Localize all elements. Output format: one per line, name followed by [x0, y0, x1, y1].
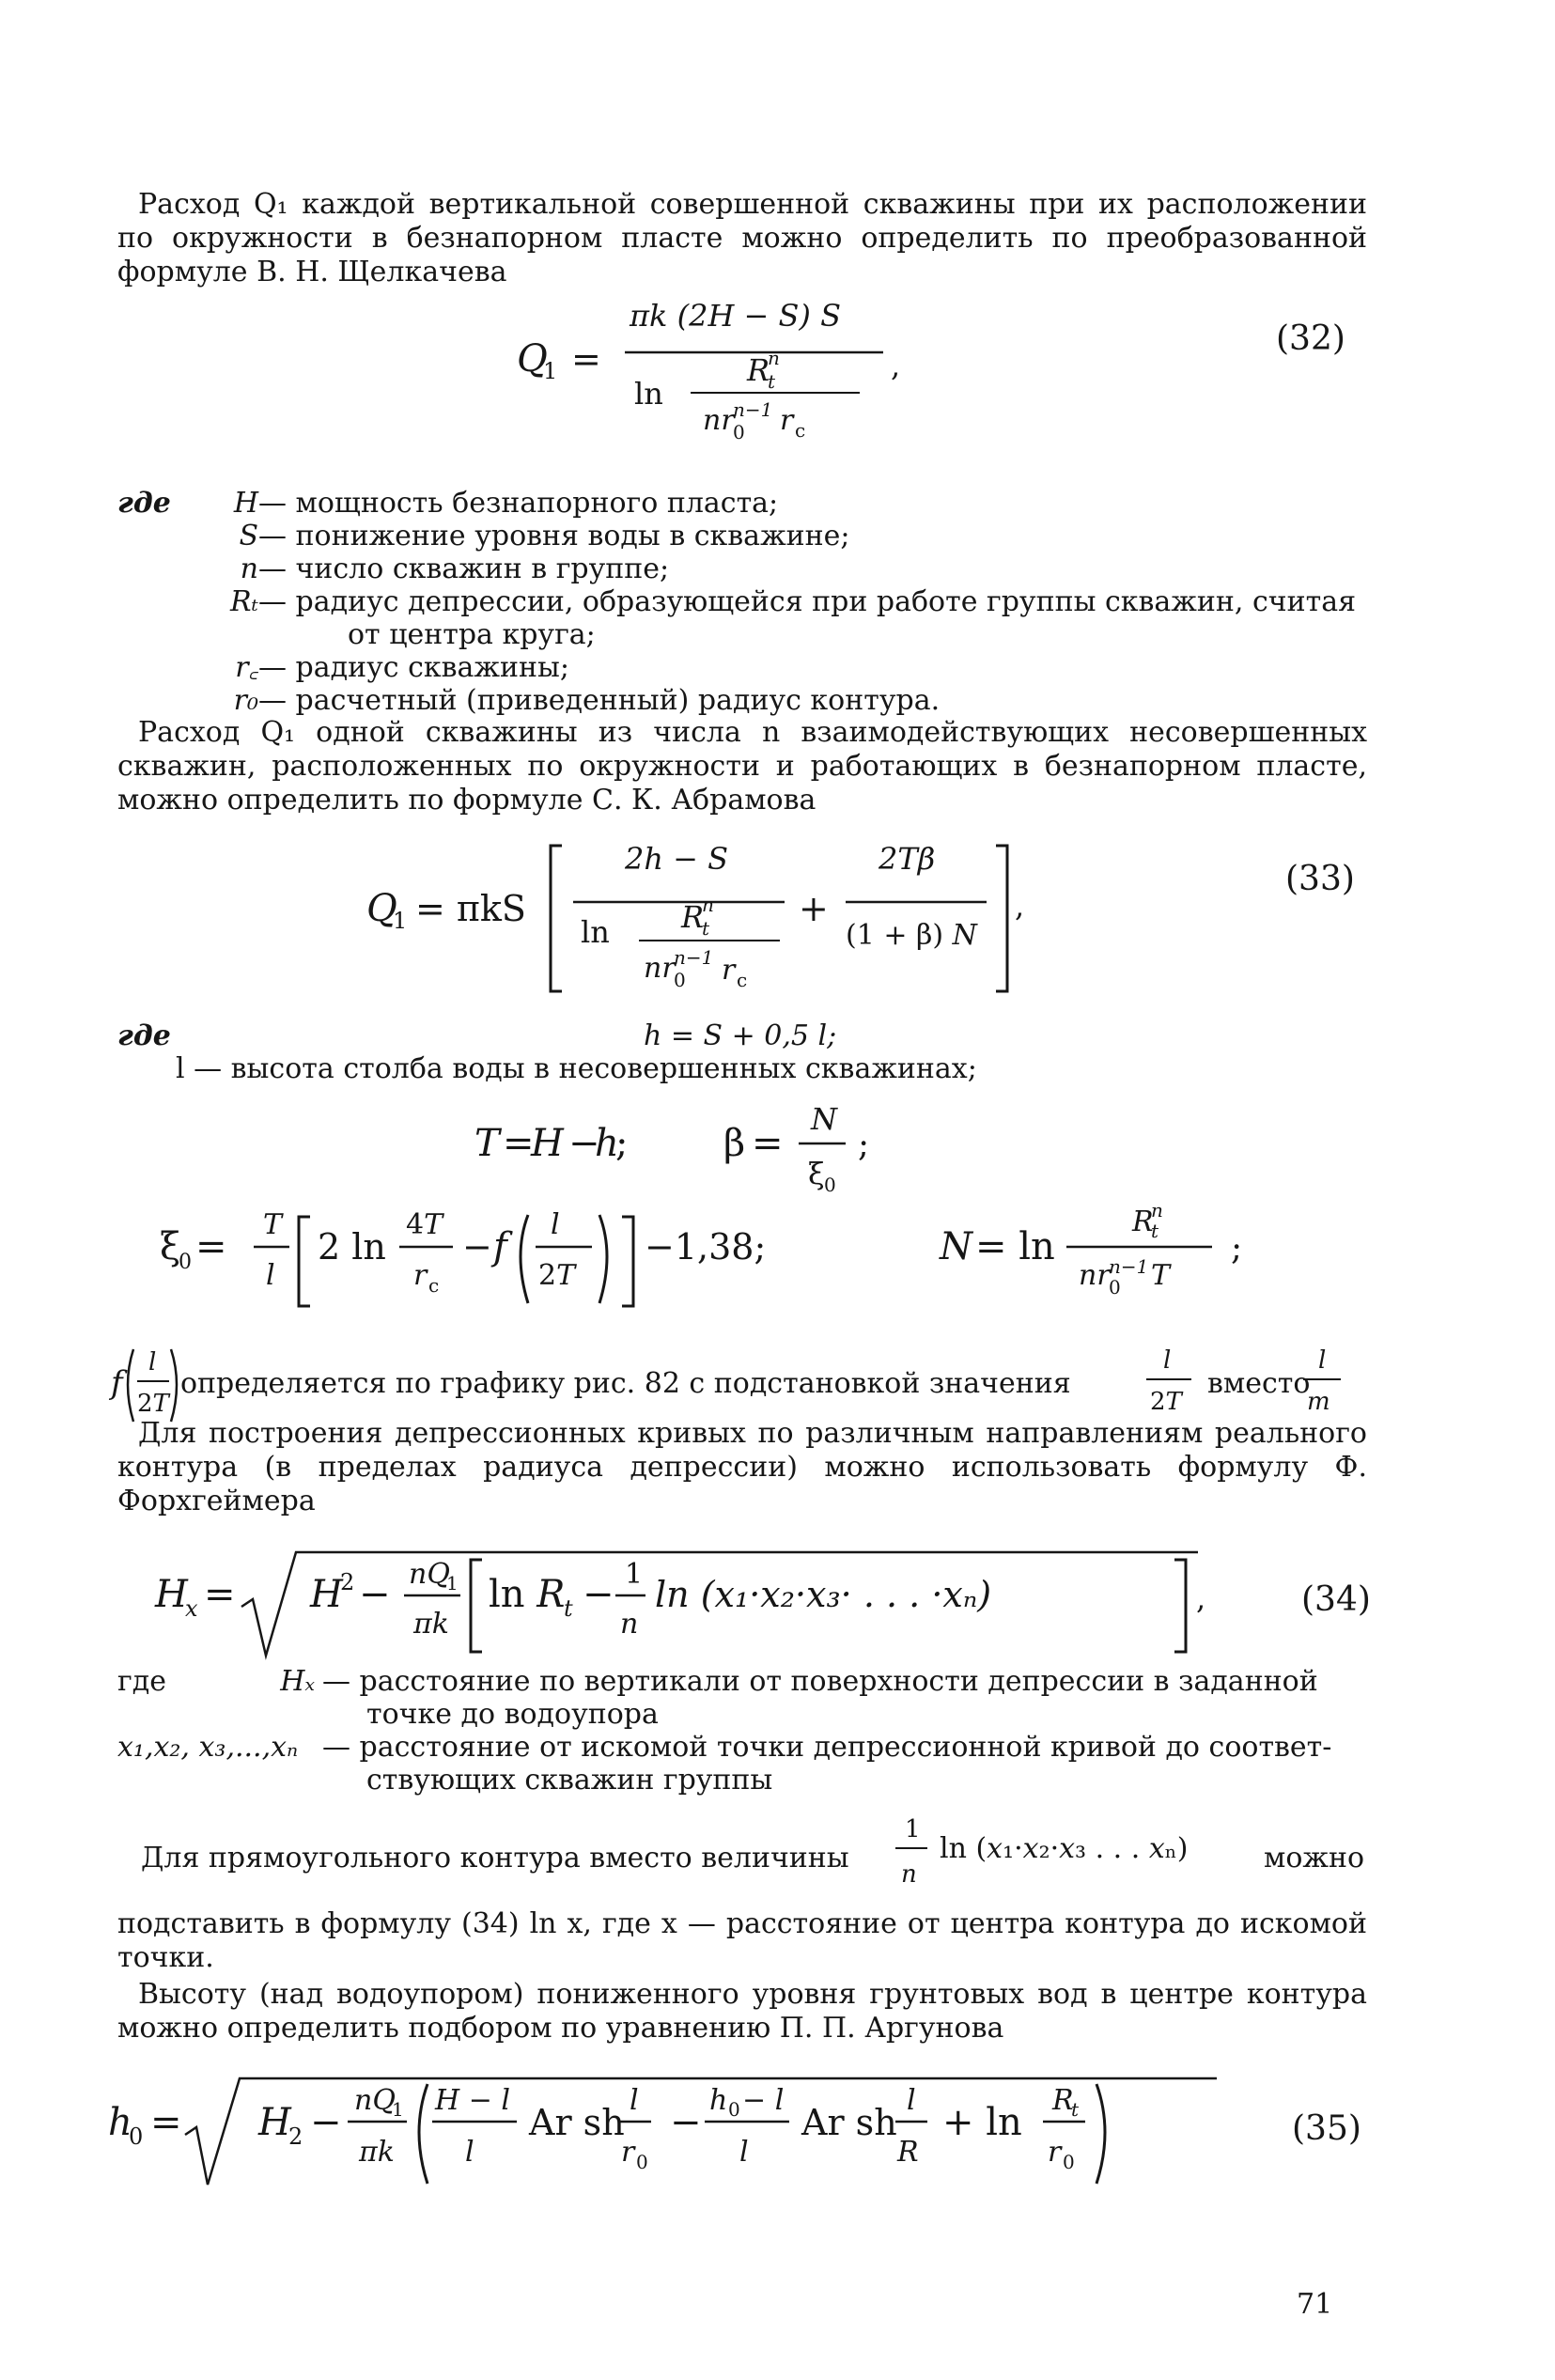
def-text: — расстояние от искомой точки депрессионной кривой до соответ-	[322, 1731, 1332, 1764]
def-text-continued: точке до водоупора	[366, 1698, 659, 1731]
svg-text:,: ,	[1196, 1580, 1206, 1616]
svg-text:− l: − l	[742, 2084, 785, 2117]
svg-text:T: T	[474, 1122, 500, 1165]
paragraph-1	[117, 188, 1367, 289]
def-symbol: S	[239, 520, 258, 552]
svg-text:t: t	[768, 370, 776, 393]
svg-text:ln R: ln R	[489, 1573, 566, 1616]
svg-text:Q: Q	[517, 337, 548, 381]
svg-text:0: 0	[1063, 2151, 1075, 2173]
where-label: где	[117, 1665, 166, 1698]
svg-text:R: R	[1132, 1206, 1154, 1238]
svg-text:l: l	[630, 2084, 639, 2117]
svg-text:;: ;	[615, 1122, 629, 1165]
svg-text:n: n	[620, 1608, 639, 1641]
def-symbol: Hₓ	[280, 1665, 315, 1698]
equation-number-34: (34)	[1301, 1580, 1371, 1619]
svg-text:Ar sh: Ar sh	[529, 2102, 625, 2143]
svg-text:β: β	[723, 1122, 746, 1165]
svg-text:n: n	[702, 894, 714, 916]
svg-text:0: 0	[636, 2151, 648, 2173]
svg-text:H: H	[310, 1573, 343, 1616]
svg-text:= πkS: = πkS	[415, 888, 526, 929]
def-symbol: Rₜ	[230, 585, 258, 618]
svg-text:h: h	[108, 2101, 132, 2144]
svg-text:H: H	[531, 1122, 564, 1165]
def-text: — радиус депрессии, образующейся при работе группы скважин, считая	[258, 585, 1357, 618]
formula-t-beta	[474, 1099, 963, 1203]
svg-text:t: t	[564, 1595, 573, 1622]
svg-text:= ln: = ln	[975, 1225, 1055, 1268]
svg-text:t: t	[1071, 2098, 1080, 2121]
svg-text:m: m	[1307, 1388, 1330, 1416]
page-number: 71	[1297, 2288, 1333, 2321]
svg-text:H: H	[155, 1573, 188, 1616]
def-symbol: r꜀	[235, 651, 258, 684]
svg-text:1: 1	[446, 1572, 459, 1594]
svg-text:l: l	[739, 2136, 749, 2169]
svg-text:Q: Q	[366, 887, 397, 930]
equation-number-35: (35)	[1292, 2109, 1361, 2148]
paragraph-2-text: Расход Q₁ одной скважины из числа n взаимодействующих несовершенных скважин, расположенных по окружности и работающих в безнапорном пласте, можно определить по формуле С. К. Абрамова	[117, 716, 1367, 817]
formula-34	[155, 1541, 1217, 1663]
svg-text:nr: nr	[644, 952, 676, 985]
svg-text:t: t	[1151, 1220, 1159, 1242]
svg-text:1: 1	[392, 2098, 404, 2121]
svg-text:−: −	[670, 2101, 702, 2144]
paragraph-3-text: Для построения депрессионных кривых по различным направлениям реального контура (в пределах радиуса депрессии) можно использовать формулу Ф. Форхгеймера	[117, 1417, 1367, 1517]
svg-text:πk: πk	[413, 1608, 449, 1641]
svg-text:N: N	[940, 1225, 972, 1268]
svg-text:x: x	[185, 1595, 198, 1622]
formula-rect-contour	[888, 1809, 1245, 1893]
def-text: — мощность безнапорного пласта;	[258, 487, 779, 520]
formula-34-body: ln (x₁·x₂·x₃· . . . ·xₙ)	[655, 1574, 992, 1615]
where-label: где	[117, 487, 171, 520]
svg-text:l: l	[148, 1348, 157, 1377]
paragraph-1-text: Расход Q₁ каждой вертикальной совершенной скважины при их расположении по окружности в безнапорном пласте можно определить по преобразованной формуле В. Н. Щелкачева	[117, 188, 1367, 288]
f-note-fraction-2	[1301, 1342, 1358, 1417]
svg-text:l: l	[1318, 1346, 1327, 1375]
svg-text:2T: 2T	[1150, 1388, 1182, 1416]
xi-constant: −1,38;	[645, 1226, 767, 1268]
svg-text:T: T	[263, 1208, 283, 1241]
svg-text:=: =	[195, 1225, 227, 1268]
svg-text:n−1: n−1	[674, 946, 714, 969]
svg-text:R: R	[897, 2136, 919, 2169]
svg-text:n: n	[768, 347, 780, 369]
def-symbol: x₁,x₂, x₃,...,xₙ	[117, 1731, 299, 1764]
svg-text:,: ,	[1015, 888, 1025, 924]
svg-text:0: 0	[179, 1251, 192, 1274]
svg-text:ln: ln	[634, 376, 663, 412]
def-text: — расчетный (приведенный) радиус контура.	[258, 684, 941, 717]
def-text: — расстояние по вертикали от поверхности депрессии в заданной	[322, 1665, 1318, 1698]
svg-text:l: l	[465, 2136, 474, 2169]
svg-text:l: l	[551, 1208, 560, 1241]
paragraph-4-can: можно	[1264, 1842, 1365, 1874]
definitions-3	[117, 1665, 1367, 1797]
svg-text:r: r	[413, 1259, 428, 1292]
svg-text:0: 0	[129, 2123, 144, 2150]
svg-text:=: =	[752, 1122, 784, 1165]
svg-text:l: l	[1163, 1346, 1172, 1375]
h-equation: h = S + 0,5 l;	[644, 1019, 837, 1052]
svg-text:f: f	[111, 1364, 123, 1402]
svg-text:n: n	[1151, 1199, 1163, 1221]
svg-text:n: n	[901, 1860, 917, 1889]
f-note-formula	[111, 1342, 179, 1426]
svg-text:;: ;	[1231, 1229, 1243, 1268]
svg-text:H − l: H − l	[435, 2084, 510, 2117]
svg-text:R: R	[1052, 2084, 1074, 2117]
svg-text:ξ: ξ	[160, 1225, 181, 1268]
svg-text:h: h	[595, 1122, 619, 1165]
def-text-continued: ствующих скважин группы	[366, 1764, 773, 1797]
definitions-2	[117, 1019, 1367, 1085]
svg-text:ln (x₁·x₂·x₃ . . . xₙ): ln (x₁·x₂·x₃ . . . xₙ)	[940, 1832, 1189, 1865]
def-text: — число скважин в группе;	[258, 552, 670, 585]
svg-text:f: f	[493, 1225, 507, 1268]
svg-text:1: 1	[625, 1558, 644, 1591]
paragraph-5-text: Высоту (над водоупором) пониженного уровня грунтовых вод в центре контура можно определить подбором по уравнению П. П. Аргунова	[117, 1978, 1367, 2045]
svg-text:nQ: nQ	[354, 2084, 396, 2117]
formula-xi-n	[160, 1198, 1287, 1330]
paragraph-4-end: подставить в формулу (34) ln x, где x — расстояние от центра контура до искомой точки.	[117, 1907, 1367, 1974]
svg-text:c: c	[428, 1274, 440, 1297]
svg-text:2: 2	[340, 1569, 355, 1595]
def-symbol: n	[240, 552, 258, 585]
svg-text:+: +	[799, 888, 829, 929]
svg-text:−: −	[462, 1226, 492, 1268]
svg-text:nQ: nQ	[409, 1558, 450, 1591]
svg-text:+ ln: + ln	[942, 2101, 1022, 2144]
svg-text:c: c	[795, 419, 806, 442]
l-definition: l — высота столба воды в несовершенных скважинах;	[176, 1052, 977, 1085]
paragraph-4-start: Для прямоугольного контура вместо величины	[141, 1842, 849, 1874]
svg-text:t: t	[702, 917, 710, 940]
equation-number-32: (32)	[1276, 319, 1345, 358]
svg-text:2T: 2T	[538, 1259, 576, 1292]
svg-text:r: r	[722, 954, 736, 987]
svg-text:nr: nr	[703, 404, 735, 437]
def-text: — радиус скважины;	[258, 651, 569, 684]
svg-text:=: =	[503, 1122, 535, 1165]
def-text-continued: от центра круга;	[348, 618, 596, 651]
svg-text:2h − S: 2h − S	[625, 841, 729, 877]
svg-text:1: 1	[543, 358, 558, 384]
svg-text:1: 1	[905, 1815, 921, 1843]
svg-text:−: −	[583, 1573, 614, 1616]
svg-text:l: l	[266, 1259, 275, 1292]
formula-33	[357, 827, 1071, 1005]
f-note-fraction-1	[1144, 1342, 1201, 1417]
svg-text:=: =	[204, 1573, 236, 1616]
svg-text:1: 1	[393, 908, 408, 934]
paragraph-5	[117, 1978, 1367, 2046]
paragraph-4-end-wrap	[117, 1907, 1367, 1975]
svg-text:n−1: n−1	[733, 398, 773, 421]
def-symbol: r₀	[233, 684, 258, 717]
svg-text:=: =	[571, 338, 601, 380]
svg-text:0: 0	[733, 421, 745, 443]
def-symbol: H	[233, 487, 258, 520]
svg-text:−: −	[310, 2101, 342, 2144]
svg-text:n−1: n−1	[1109, 1255, 1149, 1278]
where-label: где	[117, 1019, 171, 1052]
svg-text:ln: ln	[581, 914, 610, 950]
def-text: — понижение уровня воды в скважине;	[258, 520, 850, 552]
f-note-middle: вместо	[1207, 1367, 1311, 1400]
svg-text:0: 0	[674, 969, 686, 991]
svg-text:R: R	[747, 352, 770, 388]
svg-text:−: −	[568, 1122, 600, 1165]
svg-text:2T: 2T	[137, 1390, 169, 1418]
svg-text:,: ,	[891, 348, 901, 383]
svg-text:r: r	[1048, 2136, 1062, 2169]
paragraph-3	[117, 1417, 1367, 1518]
svg-text:0: 0	[824, 1174, 836, 1196]
svg-text:c: c	[737, 969, 748, 991]
svg-text:l: l	[907, 2084, 916, 2117]
f-note-text: определяется по графику рис. 82 с подстановкой значения	[180, 1367, 1071, 1400]
svg-text:−: −	[359, 1573, 391, 1616]
paragraph-2	[117, 716, 1367, 817]
svg-text:πk (2H − S) S: πk (2H − S) S	[630, 298, 841, 334]
svg-text:r: r	[780, 404, 794, 437]
svg-text:h: h	[709, 2084, 728, 2117]
svg-text:ξ: ξ	[808, 1156, 825, 1191]
svg-text:R: R	[681, 899, 705, 935]
svg-text:0: 0	[728, 2098, 740, 2121]
svg-text:πk: πk	[359, 2136, 395, 2169]
svg-text:H: H	[258, 2101, 291, 2144]
svg-text:N: N	[811, 1101, 837, 1137]
svg-text:nr: nr	[1079, 1259, 1111, 1292]
svg-text:T: T	[1151, 1259, 1171, 1292]
svg-text:4T: 4T	[406, 1208, 443, 1241]
svg-text:;: ;	[858, 1126, 870, 1164]
svg-text:2 ln: 2 ln	[318, 1226, 386, 1268]
svg-text:(1 + β) N: (1 + β) N	[846, 919, 977, 952]
svg-text:2Tβ: 2Tβ	[879, 841, 936, 877]
definitions-1	[117, 487, 1367, 717]
svg-text:r: r	[621, 2136, 635, 2169]
formula-35	[108, 2067, 1236, 2199]
formula-32	[489, 287, 1052, 456]
svg-text:2: 2	[288, 2123, 303, 2150]
svg-text:0: 0	[1109, 1276, 1121, 1299]
equation-number-33: (33)	[1285, 860, 1355, 898]
svg-text:Ar sh: Ar sh	[801, 2102, 897, 2143]
svg-text:=: =	[150, 2101, 182, 2144]
